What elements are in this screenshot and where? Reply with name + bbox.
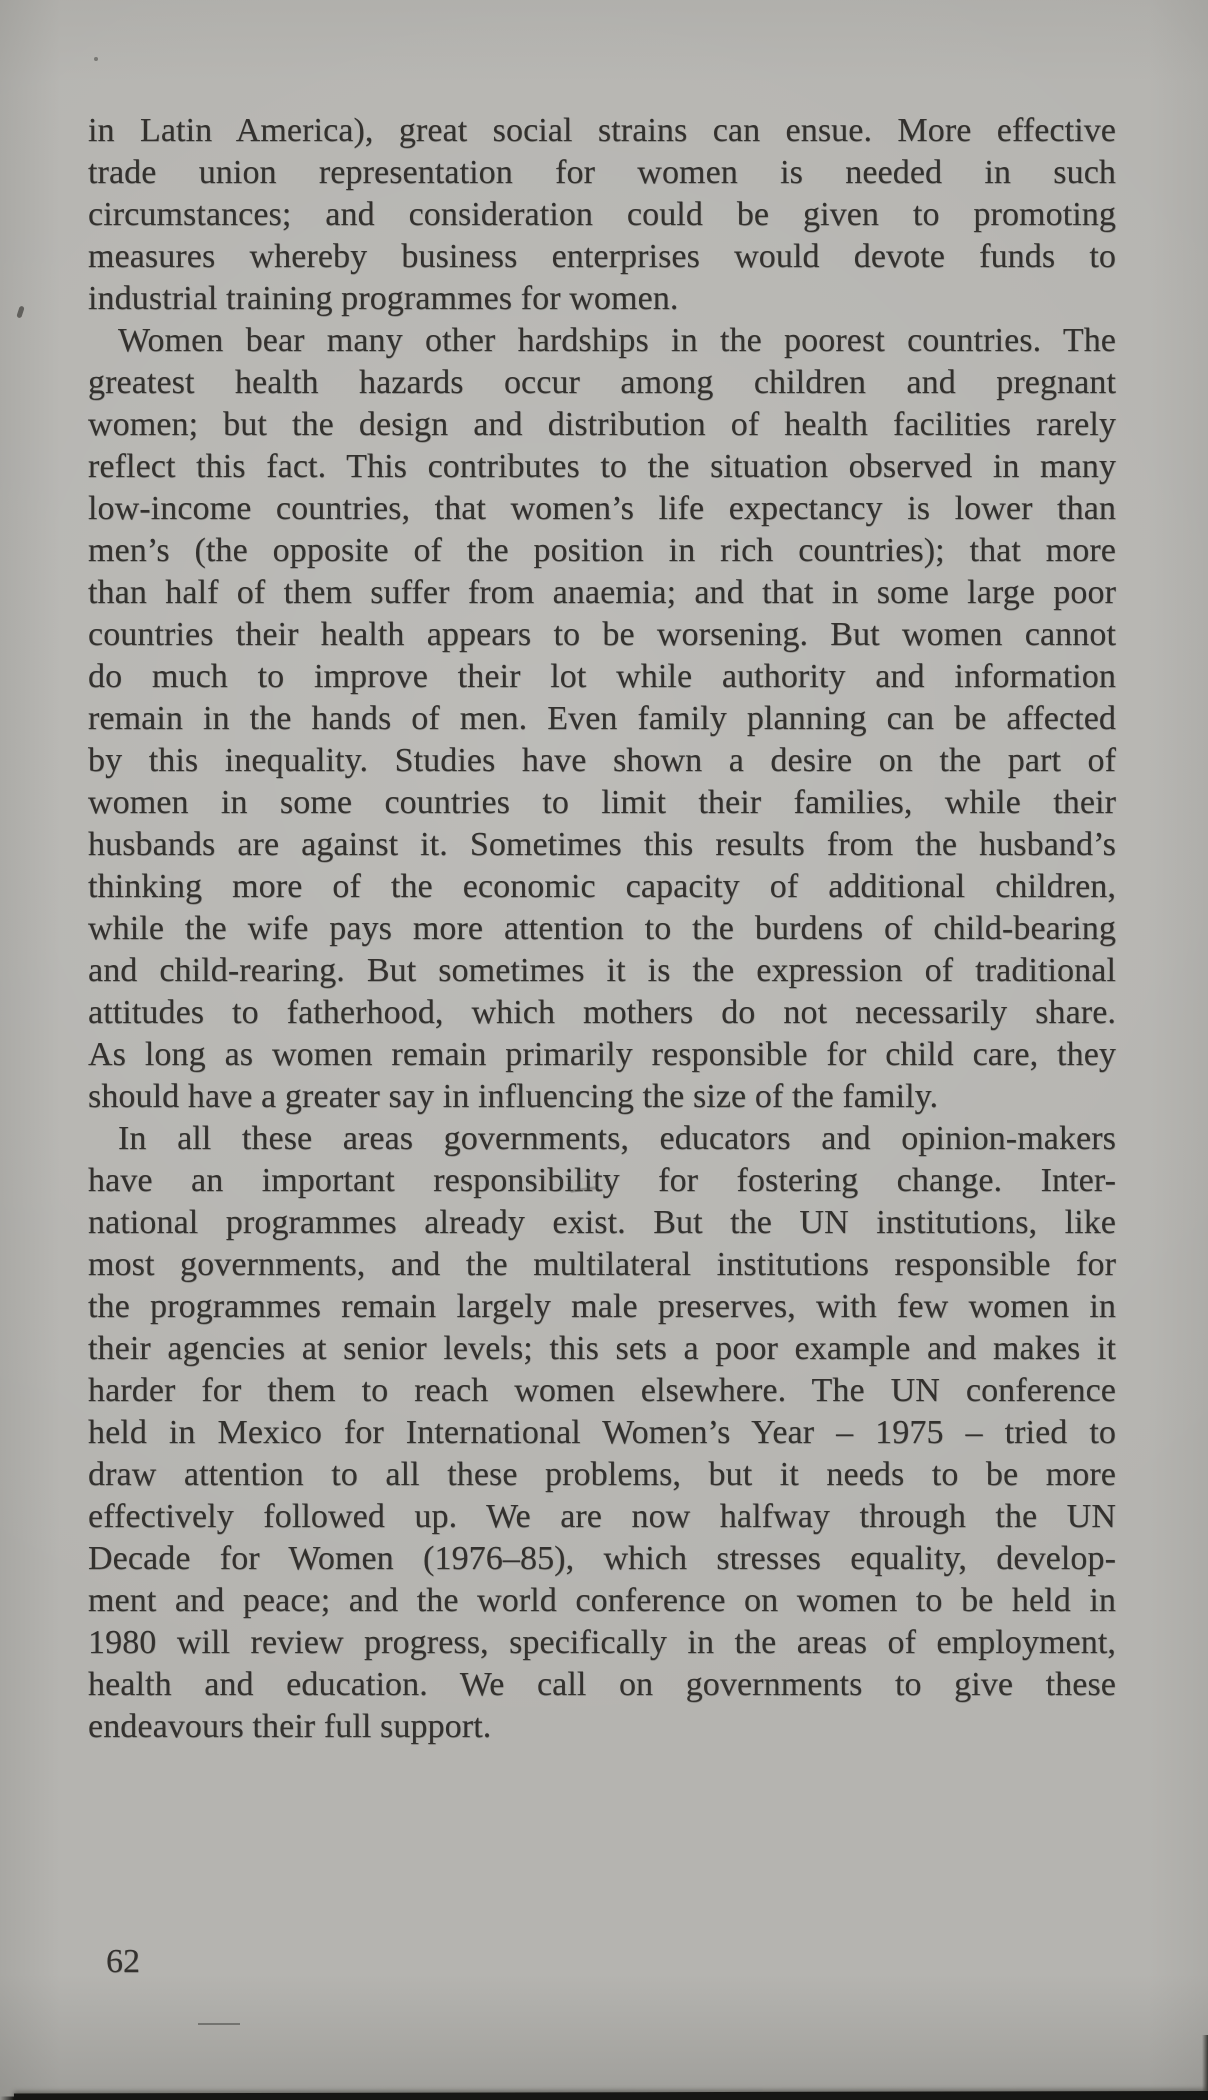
text-line: the programmes remain largely male preserves, with few women in [88,1288,1116,1325]
scan-edge-right [1202,2035,1208,2095]
text-line: reflect this fact. This contributes to the situation observed in many [88,448,1116,485]
text-line: 1980 will review progress, specifically in the areas of employment, [88,1624,1116,1661]
scan-edge-bottom [14,2091,1208,2100]
text-line: national programmes already exist. But the UN institutions, like [88,1204,1116,1241]
text-line: draw attention to all these problems, but it needs to be more [88,1456,1116,1493]
text-line: harder for them to reach women elsewhere. The UN conference [88,1372,1116,1409]
text-line: remain in the hands of men. Even family planning can be affected [88,700,1116,737]
text-line: most governments, and the multilateral institutions responsible for [88,1246,1116,1283]
text-line: trade union representation for women is needed in such [88,154,1116,191]
text-line: Women bear many other hardships in the poorest countries. The [118,322,1116,359]
text-line: ment and peace; and the world conference on women to be held in [88,1582,1116,1619]
text-line: countries their health appears to be worsening. But women cannot [88,616,1116,653]
text-line: by this inequality. Studies have shown a desire on the part of [88,742,1116,779]
text-line: and child-rearing. But sometimes it is the expression of traditional [88,952,1116,989]
text-line: attitudes to fatherhood, which mothers do not necessarily share. [88,994,1116,1031]
text-line: greatest health hazards occur among children and pregnant [88,364,1116,401]
text-line: health and education. We call on governments to give these [88,1666,1116,1703]
text-line: than half of them suffer from anaemia; and that in some large poor [88,574,1116,611]
text-line: in Latin America), great social strains can ensue. More effective [88,112,1116,149]
text-line: circumstances; and consideration could be given to promoting [88,196,1116,233]
text-line: husbands are against it. Sometimes this results from the husband’s [88,826,1116,863]
text-line: industrial training programmes for women. [88,280,679,317]
text-line: men’s (the opposite of the position in rich countries); that more [88,532,1116,569]
text-line: thinking more of the economic capacity of additional children, [88,868,1116,905]
page-number: 62 [106,1943,140,1980]
text-line: their agencies at senior levels; this sets a poor example and makes it [88,1330,1116,1367]
text-line: As long as women remain primarily responsible for child care, they [88,1036,1116,1073]
scan-speck [94,57,98,61]
text-line: In all these areas governments, educators and opinion-makers [118,1120,1116,1157]
text-line: low-income countries, that women’s life expectancy is lower than [88,490,1116,527]
page-text [88,110,1116,1748]
text-line: while the wife pays more attention to the burdens of child-bearing [88,910,1116,947]
text-line: do much to improve their lot while authority and information [88,658,1116,695]
scan-speck [198,2023,240,2025]
text-line: effectively followed up. We are now halfway through the UN [88,1498,1116,1535]
scan-speck [16,306,24,319]
text-line: women in some countries to limit their families, while their [88,784,1116,821]
text-line: Decade for Women (1976–85), which stresses equality, develop- [88,1540,1116,1577]
text-line: measures whereby business enterprises would devote funds to [88,238,1116,275]
text-line: women; but the design and distribution of health facilities rarely [88,406,1116,443]
text-line: should have a greater say in influencing the size of the family. [88,1078,939,1115]
text-line: held in Mexico for International Women’s Year – 1975 – tried to [88,1414,1116,1451]
text-line: have an important responsibility for fostering change. Inter- [88,1162,1116,1199]
text-line: endeavours their full support. [88,1708,492,1745]
